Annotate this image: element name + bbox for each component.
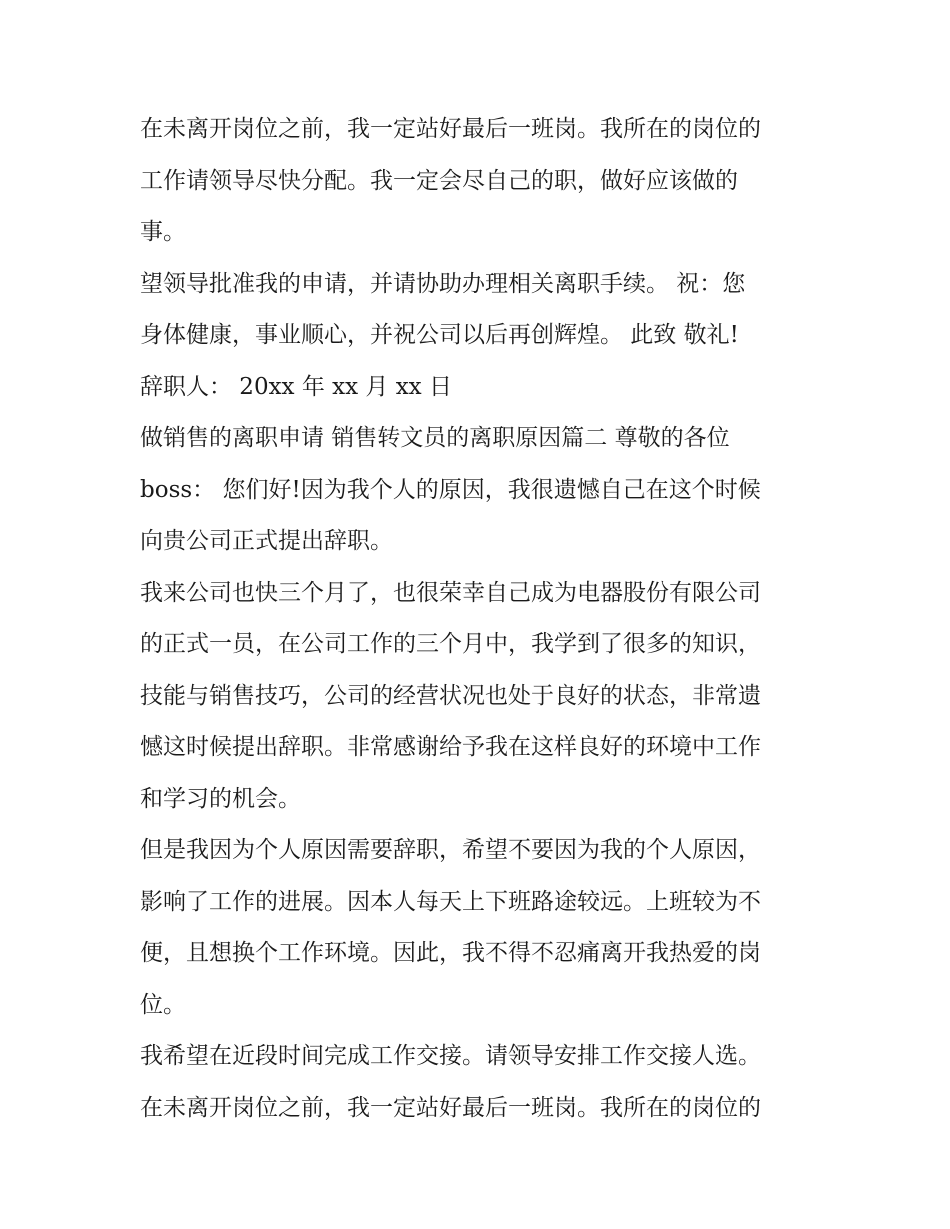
text-line: 便，且想换个工作环境。因此，我不得不忍痛离开我热爱的岗: [140, 940, 761, 966]
text-line: 望领导批准我的申请，并请协助办理相关离职手续。 祝：您: [140, 270, 746, 297]
text-line: 做销售的离职申请 销售转文员的离职原因篇二 尊敬的各位: [140, 425, 730, 451]
text-line: boss： 您们好!因为我个人的原因，我很遗憾自己在这个时候: [140, 476, 761, 503]
text-line: 工作请领导尽快分配。我一定会尽自己的职，做好应该做的: [140, 167, 738, 194]
text-line: 我希望在近段时间完成工作交接。请领导安排工作交接人选。: [140, 1043, 761, 1069]
text-line: 和学习的机会。: [140, 785, 301, 812]
text-line: 我来公司也快三个月了，也很荣幸自己成为电器股份有限公司: [140, 579, 761, 606]
text-line: 在未离开岗位之前，我一定站好最后一班岗。我所在的岗位的: [140, 1094, 761, 1121]
text-line: 影响了工作的进展。因本人每天上下班路途较远。上班较为不: [140, 888, 761, 915]
text-line: 位。: [140, 991, 186, 1018]
text-line: 向贵公司正式提出辞职。: [140, 528, 393, 554]
text-line: 但是我因为个人原因需要辞职，希望不要因为我的个人原因，: [140, 837, 761, 863]
document-body: [140, 104, 820, 1134]
text-line: 身体健康，事业顺心，并祝公司以后再创辉煌。 此致 敬礼!: [140, 322, 739, 348]
text-line: 在未离开岗位之前，我一定站好最后一班岗。我所在的岗位的: [140, 116, 761, 142]
text-line: 技能与销售技巧，公司的经营状况也处于良好的状态，非常遗: [140, 682, 761, 709]
text-line: 的正式一员，在公司工作的三个月中，我学到了很多的知识，: [140, 631, 761, 657]
text-line: 事。: [140, 219, 186, 245]
signature-date-line: 辞职人： 20xx 年 xx 月 xx 日: [140, 373, 452, 400]
text-line: 憾这时候提出辞职。非常感谢给予我在这样良好的环境中工作: [140, 734, 761, 760]
